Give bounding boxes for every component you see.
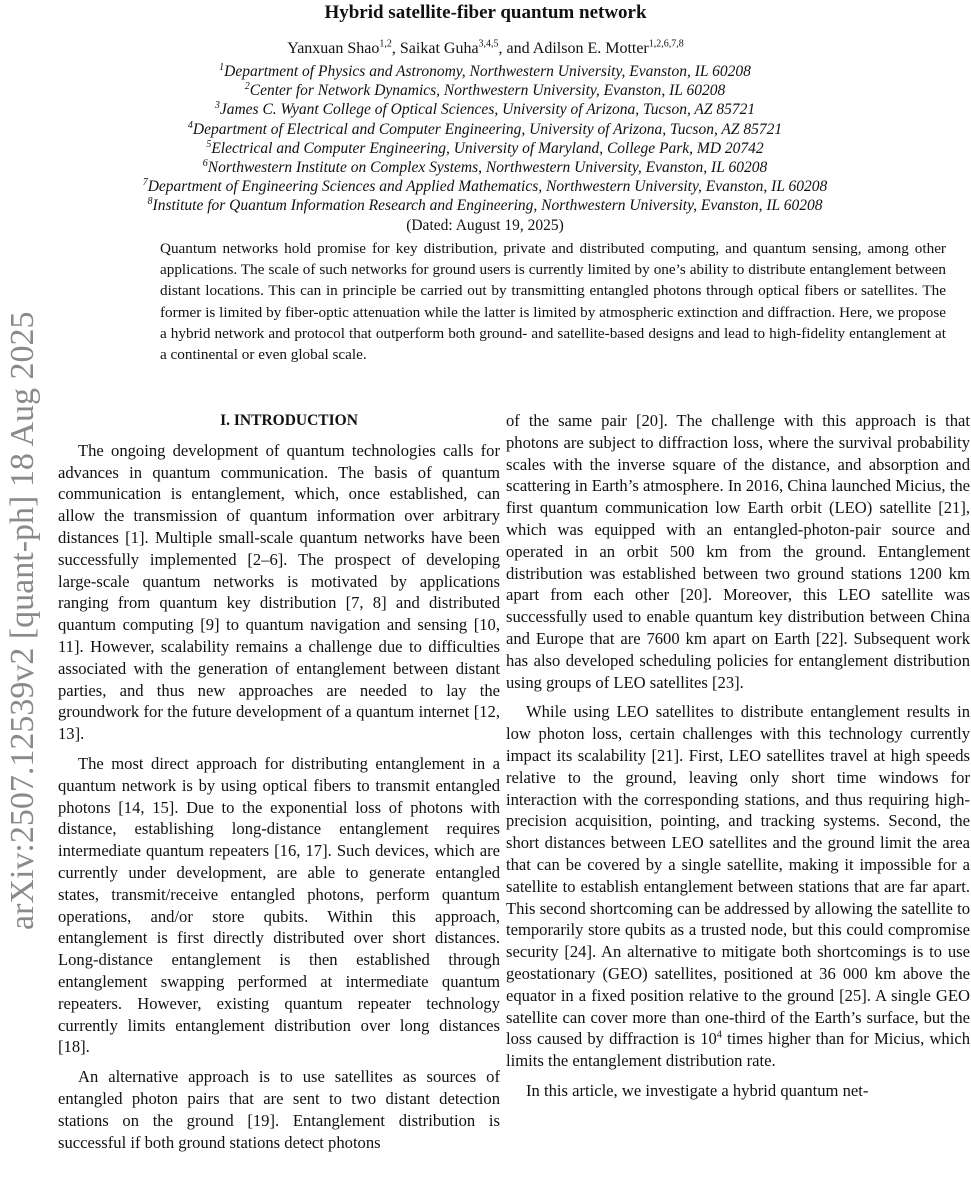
right-column <box>506 410 970 1102</box>
arxiv-identifier-stamp: arXiv:2507.12539v2 [quant-ph] 18 Aug 2025 <box>4 311 41 930</box>
affiliation: $^5$Electrical and Computer Engineering, University of Maryland, College Park, MD 20742 <box>206 138 764 157</box>
affiliation: $^8$Institute for Quantum Information Research and Engineering, Northwestern University, Evanston, IL 60208 <box>147 196 823 215</box>
paragraph: of the same pair [20]. The challenge with this approach is that photons are subject to diffraction loss, where the survival probability scales with the inverse square of the distance, and absorption and scattering in Earth’s atmosphere. In 2016, China launched Micius, the first quantum communication low Earth orbit (LEO) satellite [21], which was equipped with an entangled-photon-pair source and operated in an orbit 500 km from the ground. Entanglement distribution was established between two ground stations 1200 km apart from each other [20]. Moreover, this LEO satellite was successfully used to enable quantum key distribution between China and Europe that are 7600 km apart on Earth [22]. Subsequent work has also developed scheduling policies for entanglement distribution using groups of LEO satellites [23]. <box>506 411 970 692</box>
affiliation: $^4$Department of Electrical and Computer Engineering, University of Arizona, Tucson, AZ 85721 <box>187 119 783 138</box>
affiliation: $^1$Department of Physics and Astronomy, Northwestern University, Evanston, IL 60208 <box>219 61 751 80</box>
author-list <box>0 40 971 58</box>
section-heading: I. INTRODUCTION <box>220 412 358 429</box>
affiliation: $^6$Northwestern Institute on Complex Systems, Northwestern University, Evanston, IL 60208 <box>202 157 768 177</box>
paragraph: The ongoing development of quantum technologies calls for advances in quantum communication. The basis of quantum communication is entanglement, which, once established, can allow the transmission of quantum information over arbitrary distances [1]. Multiple small-scale quantum networks have been successfully implemented [2–6]. The prospect of developing large-scale quantum networks is motivated by applications ranging from quantum key distribution [7, 8] and distributed quantum computing [9] to quantum navigation and sensing [10, 11]. However, scalability remains a challenge due to difficulties associated with the generation of entanglement between distant parties, and thus new approaches are needed to lay the groundwork for the future development of a quantum internet [12, 13]. <box>58 440 500 744</box>
affiliations <box>0 62 971 235</box>
affiliation: $^2$Center for Network Dynamics, Northwestern University, Evanston, IL 60208 <box>244 81 726 100</box>
paragraph: While using LEO satellites to distribute entanglement results in low photon loss, certain challenges with this technology currently impact its scalability [21]. First, LEO satellites travel at high speeds relative to the ground, leaving only short time windows for interaction with the corresponding stations, and thus requiring high-precision acquisition, pointing, and tracking systems. Second, the short distances between LEO satellites and the ground limit the area that can be covered by a single satellite, making it impossible for a satellite to establish entanglement between stations that are far apart. This second shortcoming can be addressed by allowing the satellite to temporarily store qubits as a trusted node, but this could compromise security [24]. An alternative to mitigate both shortcomings is to use geostationary (GEO) satellites, positioned at 36 000 km above the equator in a fixed position relative to the ground [25]. A single GEO satellite can cover more than one-third of the Earth’s surface, but the loss caused by diffraction is $10^4$ times higher than for Micius, which limits the entanglement distribution rate. <box>506 702 970 1071</box>
paragraph: The most direct approach for distributing entanglement in a quantum network is by using optical fibers to transmit entangled photons [14, 15]. Due to the exponential loss of photons with distance, establishing long-distance entanglement requires intermediate quantum repeaters [16, 17]. Such devices, which are currently under development, are able to generate entangled states, transmit/receive entangled photons, perform quantum operations, and/or store qubits. Within this approach, entanglement is first directly distributed over short distances. Long-distance entanglement is then established through entanglement swapping performed at intermediate quantum repeaters. However, existing quantum repeater technology currently limits entanglement distribution over long distances [18]. <box>58 753 500 1057</box>
paper-title: Hybrid satellite-fiber quantum network <box>324 2 647 23</box>
left-column <box>58 410 500 1153</box>
date-line: (Dated: August 19, 2025) <box>406 216 564 234</box>
affiliation: $^7$Department of Engineering Sciences and Applied Mathematics, Northwestern University, Evanston, IL 60208 <box>142 177 828 196</box>
author: Yanxuan Shao$^{1,2}$, <box>287 38 400 57</box>
paragraph: An alternative approach is to use satellites as sources of entangled photon pairs that are sent to two distant detection stations on the ground [19]. Entanglement distribution is successful if both ground stations detect photons <box>58 1067 500 1152</box>
author: Saikat Guha$^{3,4,5}$, and <box>399 38 533 57</box>
author: Adilson E. Motter$^{1,2,6,7,8}$ <box>532 38 684 57</box>
abstract: Quantum networks hold promise for key distribution, private and distributed computing, and quantum sensing, among other applications. The scale of such networks for ground users is currently limited by one’s ability to distribute entanglement between distant locations. This can in principle be carried out by transmitting entangled photons through optical fibers or satellites. The former is limited by fiber-optic attenuation while the latter is limited by atmospheric extinction and diffraction. Here, we propose a hybrid network and protocol that outperform both ground- and satellite-based designs and lead to high-fidelity entanglement at a continental or even global scale. <box>160 240 946 364</box>
paragraph: In this article, we investigate a hybrid quantum net- <box>526 1080 869 1100</box>
affiliation: $^3$James C. Wyant College of Optical Sciences, University of Arizona, Tucson, AZ 85721 <box>214 100 756 119</box>
